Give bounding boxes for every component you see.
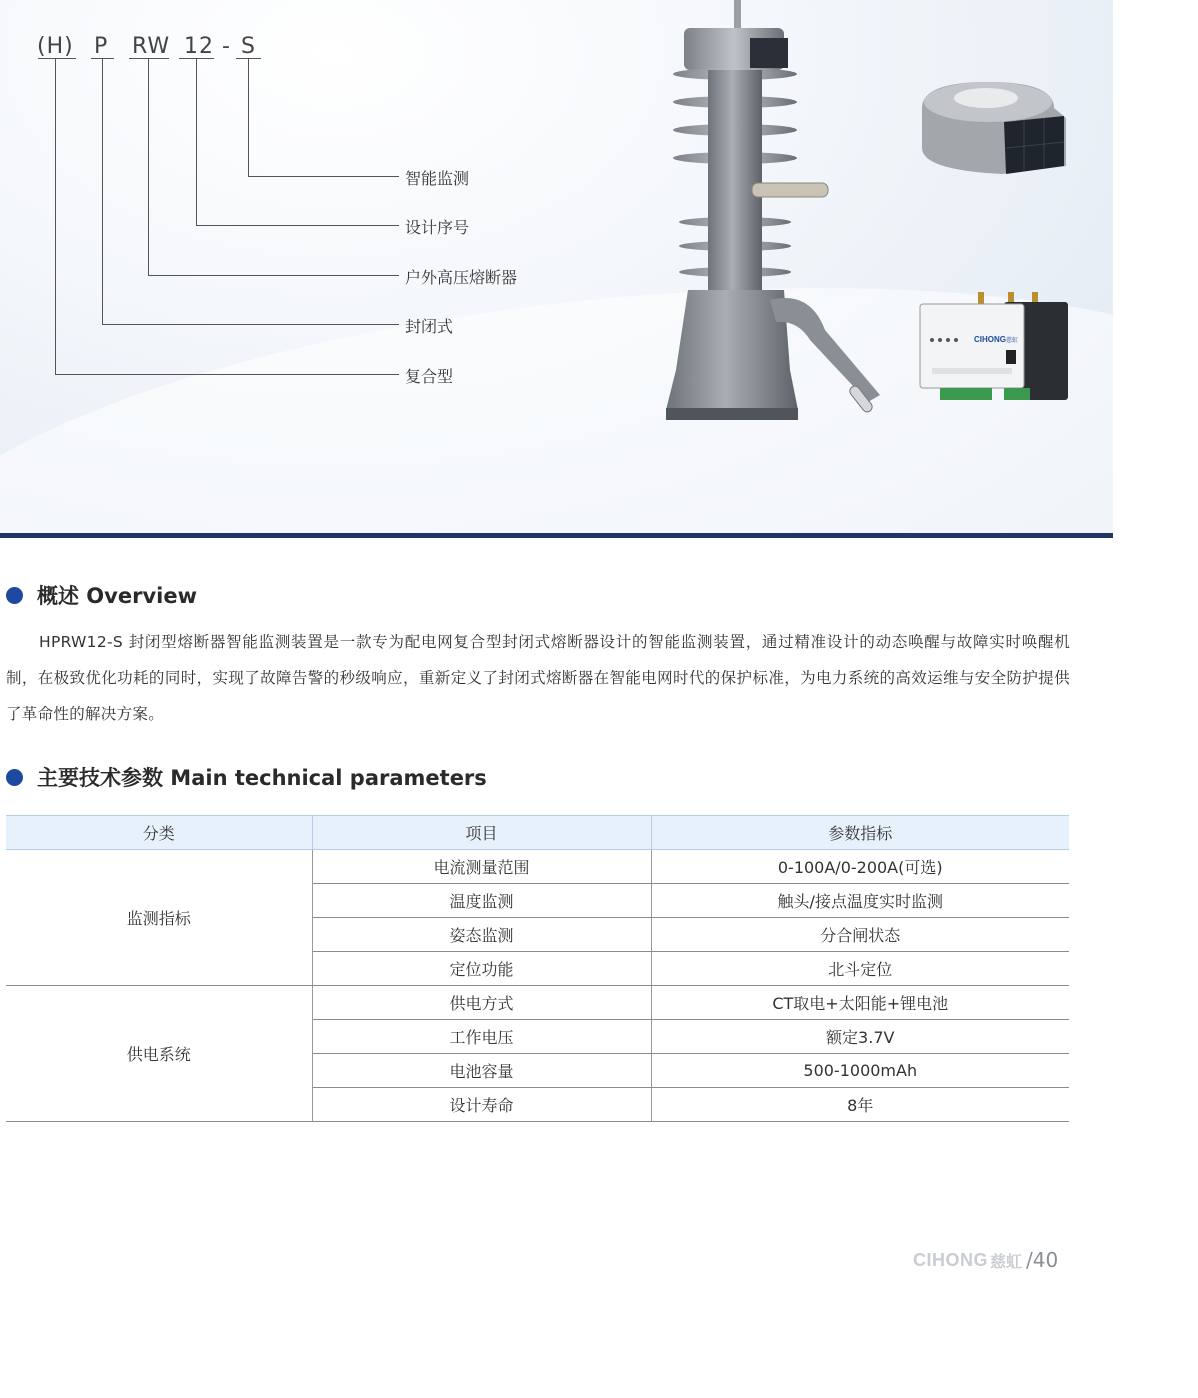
item-cell: 电流测量范围 [312,850,651,884]
code-part-p: P [94,34,109,59]
category-cell: 供电系统 [6,986,312,1122]
code-part-12: 12 - [184,34,231,59]
code-part-rw: RW [132,34,171,59]
meaning-outdoor-fuse: 户外高压熔断器 [405,268,518,287]
overview-heading-text: 概述 Overview [37,584,197,608]
table-row [6,986,1069,1020]
header-category: 分类 [6,816,312,850]
value-cell: 分合闸状态 [651,918,1069,952]
ct-sensor-image [918,78,1070,178]
terminal-brand-cn-label: 慈虹 [1006,337,1019,344]
meaning-enclosed: 封闭式 [405,317,454,336]
table-header-row [6,816,1069,850]
item-cell: 设计寿命 [312,1088,651,1122]
monitoring-terminal-image [918,290,1070,410]
value-cell: 触头/接点温度实时监测 [651,884,1069,918]
meaning-composite: 复合型 [405,367,454,386]
value-cell: 8年 [651,1088,1069,1122]
code-part-s: S [241,34,256,59]
hero-banner [0,0,1113,536]
value-cell: 0-100A/0-200A(可选) [651,850,1069,884]
item-cell: 供电方式 [312,986,651,1020]
meaning-design-serial: 设计序号 [405,218,470,237]
terminal-brand-label: CIHONG [974,335,1006,344]
fuse-product-image [660,0,900,440]
bullet-dot-icon [6,769,23,786]
params-heading [6,762,487,792]
params-table [6,815,1069,1122]
item-cell: 温度监测 [312,884,651,918]
leader-line [55,58,399,375]
value-cell: 额定3.7V [651,1020,1069,1054]
item-cell: 姿态监测 [312,918,651,952]
params-heading-text: 主要技术参数 Main technical parameters [37,766,487,790]
overview-paragraph: HPRW12-S 封闭型熔断器智能监测装置是一款专为配电网复合型封闭式熔断器设计的智能监测装置，通过精准设计的动态唤醒与故障实时唤醒机制，在极致优化功耗的同时，实现了故障告警的秒级响应，重新定义了封闭式熔断器在智能电网时代的保护标准，为电力系统的高效运维与安全防护提供了革命性的解决方案。 [6,633,1070,723]
value-cell: 500-1000mAh [651,1054,1069,1088]
value-cell: CT取电+太阳能+锂电池 [651,986,1069,1020]
header-item: 项目 [312,816,651,850]
banner-divider [0,533,1113,538]
meaning-smart-monitoring: 智能监测 [405,169,470,188]
code-part-h: (H) [37,34,74,59]
item-cell: 工作电压 [312,1020,651,1054]
item-cell: 电池容量 [312,1054,651,1088]
category-cell: 监测指标 [6,850,312,986]
page-footer [913,1248,1058,1272]
footer-brand-cn: 慈虹 [990,1251,1023,1271]
value-cell: 北斗定位 [651,952,1069,986]
table-row [6,850,1069,884]
item-cell: 定位功能 [312,952,651,986]
page-number: /40 [1026,1248,1059,1272]
bullet-dot-icon [6,587,23,604]
overview-heading [6,580,197,610]
footer-brand-logo: CIHONG [913,1249,988,1270]
header-value: 参数指标 [651,816,1069,850]
